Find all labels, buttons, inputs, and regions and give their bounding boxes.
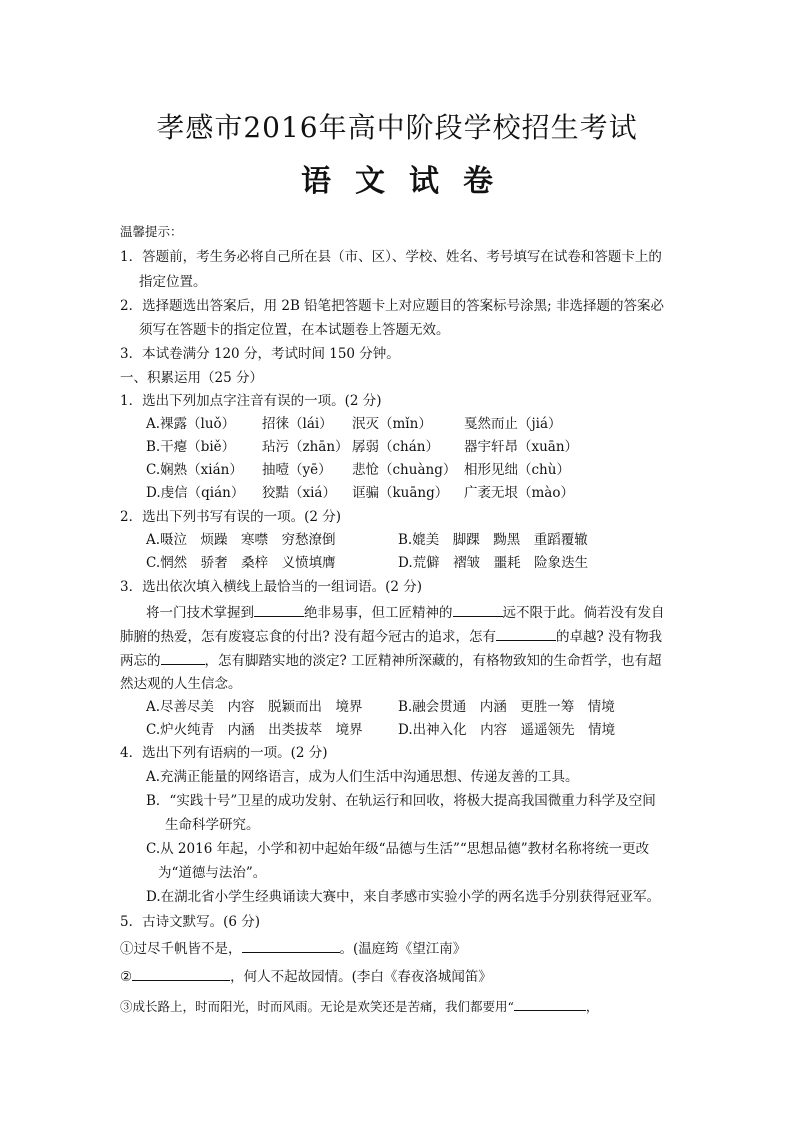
tip-2-line-2: 须写在答题卡的指定位置，在本试题卷上答题无效。 [139,322,450,338]
q4-option-c-line-1: C.从 2016 年起，小学和初中起始年级“品德与生活”“思想品德”教材名称将统一更改 [146,841,650,857]
q3-option-d: D.出神入化 内容 遥遥领先 情境 [398,722,616,738]
tips-label: 温馨提示： [120,224,183,239]
q1-option-d [146,483,574,503]
q1-b-2: 玷污（zhān） [262,439,349,455]
q3-option-a: A.尽善尽美 内容 脱颖而出 境界 [146,699,363,715]
q5-line-3: ③成长路上，时而阳光，时而风雨。无论是欢笑还是苦痛，我们都要用“ ， [120,996,598,1017]
q1-stem: 1．选出下列加点字注音有误的一项。(2 分) [120,393,382,409]
q1-option-b [146,437,578,457]
q2-option-d: D.荒僻 褶皱 噩耗 险象迭生 [398,555,589,571]
tip-1-line-2: 指定位置。 [139,274,207,290]
q1-option-c [146,460,570,480]
q5-blank-3[interactable] [514,996,586,1011]
q4-option-b-line-2: 生命科学研究。 [165,817,260,833]
q3-passage-line-3: 两忘的 ，怎有脚踏实地的淡定? 工匠精神所深藏的，有格物致知的生命哲学，也有超 [120,650,662,671]
q5-line-1: ①过尽千帆皆不是， 。(温庭筠《望江南》 [120,938,466,959]
q1-a-1: A.裸露（luǒ） [146,416,236,432]
q1-a-3: 泯灭（mǐn） [352,416,432,432]
q2-stem: 2．选出下列书写有误的一项。(2 分) [120,509,342,525]
tip-1-line-1: 1．答题前，考生务必将自己所在县（市、区）、学校、姓名、考号填写在试卷和答题卡上的 [120,249,662,265]
q3-stem: 3．选出依次填入横线上最恰当的一组词语。(2 分) [120,579,423,595]
q5-stem: 5．古诗文默写。(6 分) [120,914,261,930]
q1-d-3: 诓骗（kuāng） [352,485,449,501]
q3-option-c: C.炉火纯青 内涵 出类拔萃 境界 [146,722,363,738]
q5-blank-1[interactable] [242,938,340,953]
q4-option-a: A.充满正能量的网络语言，成为人们生活中沟通思想、传递友善的工具。 [146,769,579,785]
q1-a-4: 戛然而止（jiá） [464,416,562,432]
q4-option-c-line-2: 为“道德与法治”。 [158,865,267,881]
q1-b-1: B.干瘪（biě） [146,439,236,455]
q1-b-3: 孱弱（chán） [352,439,439,455]
q1-option-a [146,414,562,434]
q2-options-cd [146,553,588,573]
q4-stem: 4．选出下列有语病的一项。(2 分) [120,745,328,761]
q1-c-2: 抽噎（yē） [262,462,332,478]
q2-options-ab [146,530,588,550]
q2-option-c: C.惘然 骄奢 桑梓 义愤填膺 [146,555,336,571]
q2-option-a: A.嗫泣 烦躁 寒噤 穷愁潦倒 [146,532,336,548]
q3-options-ab [146,697,615,717]
q3-blank-4[interactable] [161,650,205,665]
q1-d-2: 狡黠（xiá） [262,485,336,501]
q4-option-b-line-1: B．“实践十号”卫星的成功发射、在轨运行和回收，将极大提高我国微重力科学及空间 [146,793,656,809]
q1-c-4: 相形见绌（chù） [464,462,570,478]
q4-option-d: D.在湖北省小学生经典诵读大赛中，来自孝感市实验小学的两名选手分别获得冠亚军。 [146,889,661,905]
tip-3: 3．本试卷满分 120 分，考试时间 150 分钟。 [120,346,400,362]
tip-2-line-1: 2．选择题选出答案后，用 2B 铅笔把答题卡上对应题目的答案标号涂黑; 非选择题的答案必 [120,298,665,314]
q1-a-2: 招徕（lái） [262,416,333,432]
q1-c-1: C.娴熟（xián） [146,462,243,478]
section-1-heading: 一、积累运用（25 分） [120,370,263,386]
q5-blank-2[interactable] [132,966,230,981]
exam-title: 孝感市2016年高中阶段学校招生考试 [156,111,638,144]
q3-blank-2[interactable] [453,602,503,617]
q1-d-1: D.虔信（qián） [146,485,245,501]
q3-options-cd [146,720,615,740]
q2-option-b: B.媲美 脚踝 黝黑 重蹈覆辙 [398,532,588,548]
q3-blank-1[interactable] [254,602,304,617]
q3-passage-line-4: 然达观的人生信念。 [120,676,242,692]
q1-d-4: 广袤无垠（mào） [464,485,574,501]
exam-subtitle: 语文试卷 [301,164,517,199]
q5-line-2: ② ，何人不起故园情。(李白《春夜洛城闻笛》 [120,966,492,987]
q3-passage-line-1: 将一门技术掌握到 绝非易事，但工匠精神的 远不限于此。倘若没有发自 [146,602,665,623]
q3-blank-3[interactable] [496,626,556,641]
q3-option-b: B.融会贯通 内涵 更胜一筹 情境 [398,699,615,715]
q1-b-4: 器宇轩昂（xuān） [464,439,579,455]
q1-c-3: 悲怆（chuàng） [352,462,457,478]
q3-passage-line-2: 肺腑的热爱，怎有废寝忘食的付出? 没有超今冠古的追求，怎有 的卓越? 没有物我 [120,626,662,647]
